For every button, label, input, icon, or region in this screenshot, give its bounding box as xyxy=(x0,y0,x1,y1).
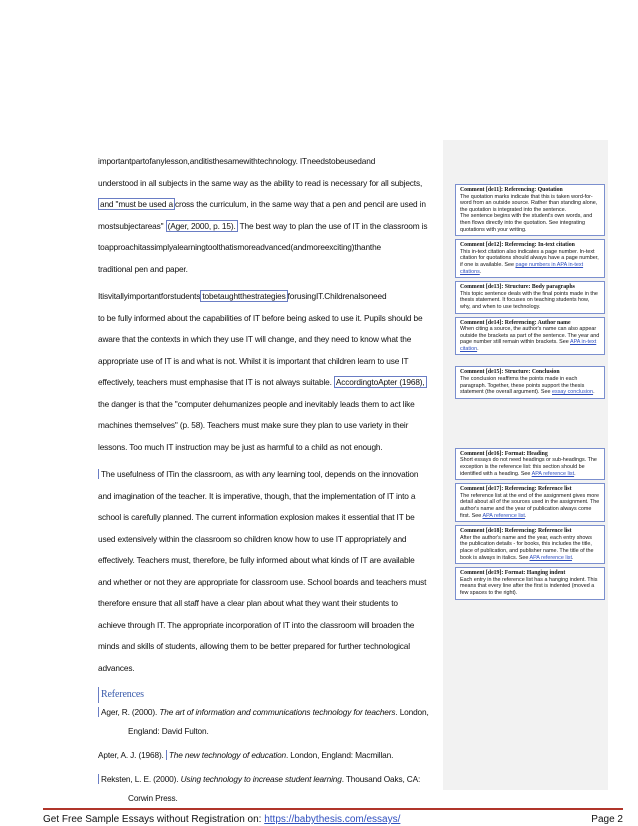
comment-anchor-de18[interactable]: The new technology of education. London, England: Macmillan. xyxy=(166,750,393,760)
essay-body xyxy=(98,151,448,813)
comment-balloons xyxy=(455,184,605,603)
comment-anchor-de12[interactable]: (Ager, 2000, p. 15). xyxy=(167,220,236,231)
paragraph-1: importantpartofanylesson,anditisthesamewithtechnology. ITneedstobeusedand understood in all subjects in the same way as the ability to read is necessary for all subjects, and "must be used a cross the curriculum, in the same way that a pen and pencil are used in mostsubjectareas" (Ager, 2000, p. 15). The best way to plan the use of IT in the classroom is toapproachitassimplyalearningtoolthatismoreadvanced(andmoreexciting)thanthe traditional pen and paper. xyxy=(98,156,428,274)
reference-entry: Apter, A. J. (1968). The new technology of education. London, England: Macmillan. xyxy=(98,750,394,760)
comment-link[interactable]: APA reference list xyxy=(531,470,575,477)
comment-de18[interactable]: Comment [de18]: Referencing: Reference list After the author's name and the year, each entry shows the publication details - for books, this includes the title, place of publication, and publisher name. The title of the book is always in italics. See APA reference list. xyxy=(455,525,605,564)
comment-de16[interactable]: Comment [de16]: Format: Heading Short essays do not need headings or sub-headings. The exception is the reference list: this section should be identified with a heading. See APA reference list. xyxy=(455,448,605,480)
comment-link[interactable]: APA reference list xyxy=(529,554,572,561)
comment-anchor-de15[interactable]: The usefulness of IT xyxy=(98,469,173,479)
comment-de14[interactable]: Comment [de14]: Referencing: Author name When citing a source, the author's name can also appear outside the brackets as part of the sentence. The year and page number still remain within brackets. See APA in-text citation. xyxy=(455,317,605,356)
comment-anchor-de11[interactable]: and "must be used a xyxy=(100,199,173,209)
footer-text: Get Free Sample Essays without Registration on: https://babythesis.com/essays/ xyxy=(43,814,401,825)
comment-link[interactable]: essay conclusion xyxy=(552,389,594,396)
comment-de13[interactable]: Comment [de13]: Structure: Body paragraphs This topic sentence deals with the final points made in the thesis statement. It focuses on teaching students how, why, and when to use technology. xyxy=(455,281,605,313)
comment-link[interactable]: APA in-text citation xyxy=(460,339,597,352)
footer-link[interactable]: https://babythesis.com/essays/ xyxy=(264,814,401,825)
comment-link[interactable]: page numbers in APA in-text citations xyxy=(460,261,584,275)
page-number: Page 2 xyxy=(591,814,623,825)
comment-de15[interactable]: Comment [de15]: Structure: Conclusion The conclusion reaffirms the points made in each paragraph. Together, these points support the thesis statement (the overall argument). See essay conclusion. xyxy=(455,366,605,398)
reference-entry: Reksten, L. E. (2000). Using technology to increase student learning. Thousand Oaks, CA: Corwin Press. xyxy=(98,770,448,808)
comment-de11[interactable]: Comment [de11]: Referencing: Quotation The quotation marks indicate that this is taken word-for-word from an outside source. Rather than standing alone, the quotation is integrated into the sentence. The sentence begins with the student's own words, and then flows directly into the quotation. See integrating quotations with your writing. xyxy=(455,184,605,236)
paragraph-2: Itisvitallyimportantforstudents tobetaughtthestrategies forusingIT.Childrenalsoneed to be fully informed about the capabilities of IT before being asked to use it. Pupils should be aware that the contexts in which they use IT will change, and they need to know what the appropriate use of IT is and what is not. Whilst it is important that children learn to use IT effectively, teachers must emphasise that IT is not always suitable. AccordingtoApter (1968), the danger is that the "computer dehumanizes people and inevitably leads them to act like machines themselves" (p. 58). Teachers must make sure they plan to use variety in their lessons. Too much IT instruction may be just as harmful to a child as not enough. xyxy=(98,291,425,452)
comment-de17[interactable]: Comment [de17]: Referencing: Reference list The reference list at the end of the assignment gives more detail about all of the sources used in the assignment. The author's name and the year of publication always come first. See APA reference list. xyxy=(455,483,605,522)
spacer xyxy=(455,358,605,366)
reference-entry: Ager, R. (2000). The art of information and communications technology for teachers. London, England: David Fulton. xyxy=(98,703,448,741)
paragraph-3: The usefulness of ITin the classroom, as with any learning tool, depends on the innovation and imagination of the teacher. It is imperative, though, that the implementation of IT into a school is carefully planned. The current information explosion makes it essential that IT be used extensively within the classroom so children know how to use IT appropriately and effectively. Teachers must, therefore, be fully informed about what kinds of IT are available and whether or not they are appropriate for classroom use. School boards and teachers must therefore ensure that all staff have a clear plan about what they want their students to achieve through IT. The appropriate incorporation of IT into the classroom will broaden the minds and skills of students, allowing them to be better prepared for further technological advances. xyxy=(98,469,427,673)
spacer xyxy=(455,402,605,448)
references-heading[interactable]: References xyxy=(98,687,448,703)
comment-anchor-de14[interactable]: AccordingtoApter (1968), xyxy=(335,377,425,387)
comment-de12[interactable]: Comment [de12]: Referencing: In-text citation This in-text citation also indicates a page number. In-text citation for quotations should always have a page number, if one is available. See page numbers in APA in-text citations. xyxy=(455,239,605,278)
comment-anchor-de13[interactable]: tobetaughtthestrategies xyxy=(202,291,286,301)
page-footer xyxy=(43,808,623,825)
comment-link[interactable]: APA reference list xyxy=(482,512,525,519)
comment-de19[interactable]: Comment [de19]: Format: Hanging indent Each entry in the reference list has a hanging indent. This means that every line after the first is indented (moved a few spaces to the right). xyxy=(455,567,605,599)
